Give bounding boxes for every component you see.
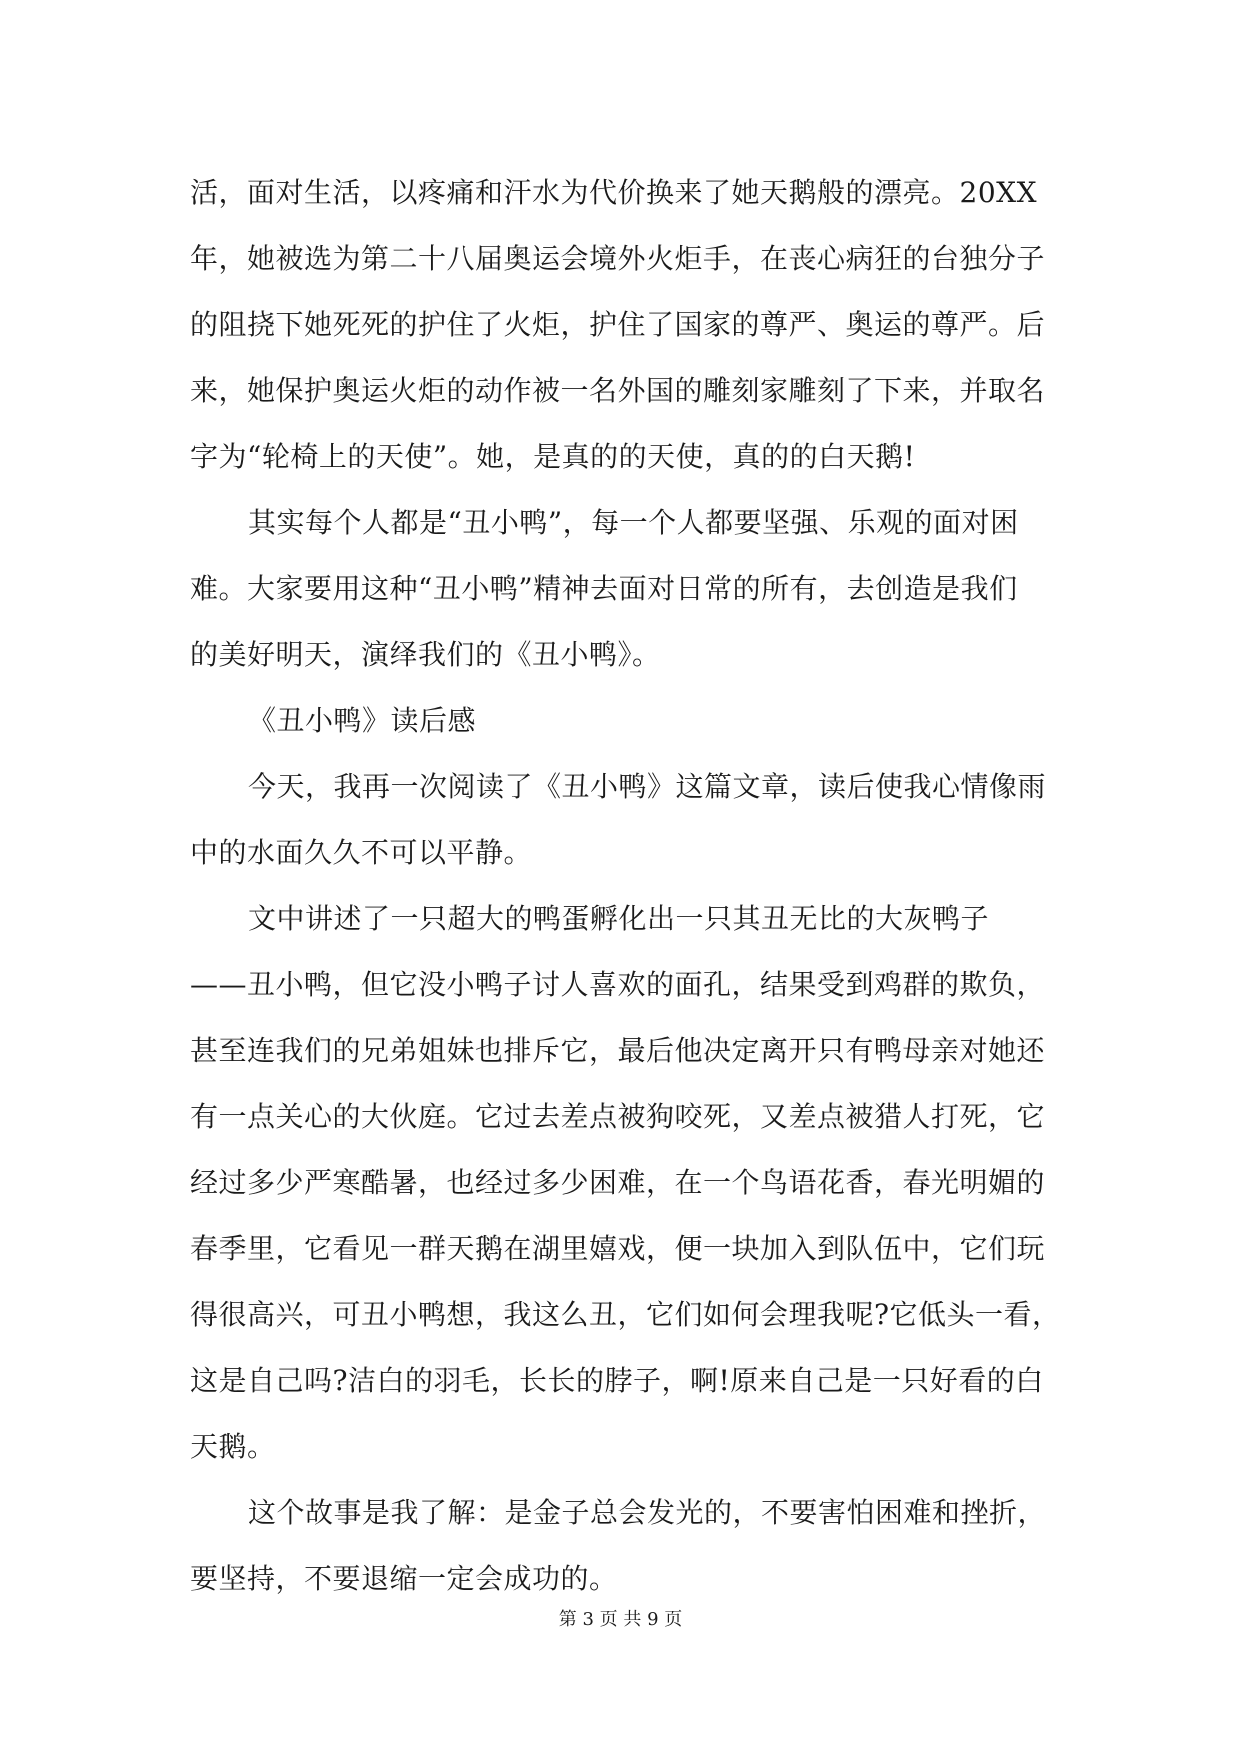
text-line: 得很高兴，可丑小鸭想，我这么丑，它们如何会理我呢?它低头一看，	[190, 1298, 1061, 1331]
text-line: 活，面对生活，以疼痛和汗水为代价换来了她天鹅般的漂亮。20XX	[190, 176, 1037, 209]
text-line: 有一点关心的大伙庭。它过去差点被狗咬死，又差点被猎人打死，它	[190, 1100, 1046, 1133]
text-line: 的阻挠下她死死的护住了火炬，护住了国家的尊严、奥运的尊严。后	[190, 308, 1046, 341]
text-line: 要坚持，不要退缩一定会成功的。	[190, 1562, 618, 1595]
text-line: 字为“轮椅上的天使”。她，是真的的天使，真的的白天鹅!	[190, 440, 916, 473]
text-line: 甚至连我们的兄弟姐妹也排斥它，最后他决定离开只有鸭母亲对她还	[190, 1034, 1046, 1067]
text-line: 这是自己吗?洁白的羽毛，长长的脖子，啊!原来自己是一只好看的白	[190, 1364, 1044, 1397]
text-line: 今天，我再一次阅读了《丑小鸭》这篇文章，读后使我心情像雨	[248, 770, 1047, 803]
text-line: 的美好明天，演绎我们的《丑小鸭》。	[190, 638, 661, 671]
text-line: 其实每个人都是“丑小鸭”，每一个人都要坚强、乐观的面对困	[248, 506, 1019, 539]
body-text	[190, 160, 1061, 1612]
text-line: 经过多少严寒酷暑，也经过多少困难，在一个鸟语花香，春光明媚的	[190, 1166, 1046, 1199]
text-line: 来，她保护奥运火炬的动作被一名外国的雕刻家雕刻了下来，并取名	[190, 374, 1046, 407]
text-line: 年，她被选为第二十八届奥运会境外火炬手，在丧心病狂的台独分子	[190, 242, 1046, 275]
text-line: 这个故事是我了解：是金子总会发光的，不要害怕困难和挫折，	[248, 1496, 1047, 1529]
text-line: 春季里，它看见一群天鹅在湖里嬉戏，便一块加入到队伍中，它们玩	[190, 1232, 1046, 1265]
page-number: 第 3 页 共 9 页	[558, 1609, 683, 1630]
text-line: 中的水面久久不可以平静。	[190, 836, 533, 869]
text-line: 天鹅。	[190, 1430, 276, 1463]
text-line: 文中讲述了一只超大的鸭蛋孵化出一只其丑无比的大灰鸭子	[248, 902, 990, 935]
text-line: ——丑小鸭，但它没小鸭子讨人喜欢的面孔，结果受到鸡群的欺负，	[190, 968, 1046, 1001]
text-line: 难。大家要用这种“丑小鸭”精神去面对日常的所有，去创造是我们	[190, 572, 1018, 605]
section-heading: 《丑小鸭》读后感	[248, 704, 477, 737]
